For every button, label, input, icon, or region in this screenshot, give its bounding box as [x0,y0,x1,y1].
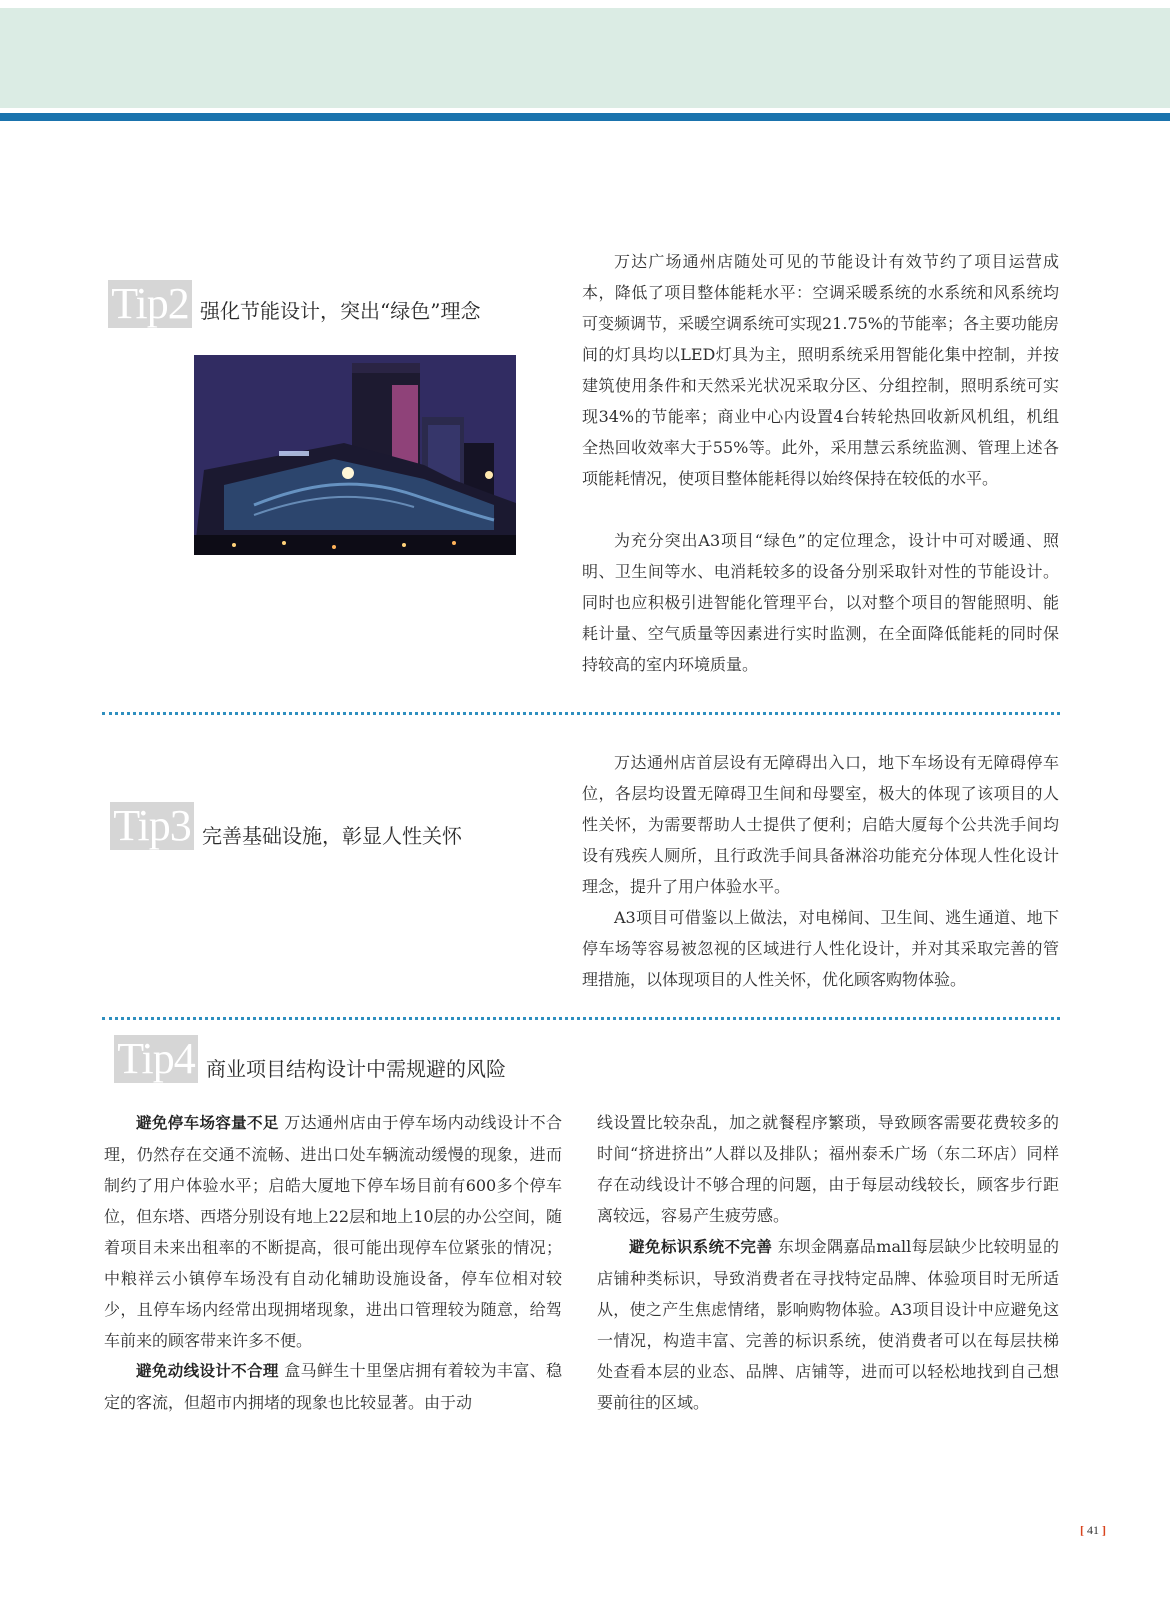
tip2-paragraph-2: 为充分突出A3项目“绿色”的定位理念，设计中可对暖通、照明、卫生间等水、电消耗较多的设备分别采取针对性的节能设计。同时也应积极引进智能化管理平台，以对整个项目的智能照明、能耗计量、空气质量等因素进行实时监测，在全面降低能耗的同时保持较高的室内环境质量。 [582,531,1059,674]
page-number: [ 41 ] [1080,1523,1106,1537]
tip3-paragraph-1: 万达通州店首层设有无障碍出入口，地下车场设有无障碍停车位，各层均设置无障碍卫生间和母婴室，极大的体现了该项目的人性关怀，为需要帮助人士提供了便利；启皓大厦每个公共洗手间均设有残疾人厕所，且行政洗手间具备淋浴功能充分体现人性化设计理念，提升了用户体验水平。 [582,753,1059,896]
tip4-right-paragraph-1: 线设置比较杂乱，加之就餐程序繁琐，导致顾客需要花费较多的时间“挤进挤出”人群以及排队；福州泰禾广场（东二环店）同样存在动线设计不够合理的问题，由于每层动线较长，顾客步行距离较远，容易产生疲劳感。 [597,1113,1059,1225]
tip4-right-paragraph-2 [597,1231,1059,1418]
tip2-paragraph-1: 万达广场通州店随处可见的节能设计有效节约了项目运营成本，降低了项目整体能耗水平：空调采暖系统的水系统和风系统均可变频调节，采暖空调系统可实现21.75%的节能率；各主要功能房间的灯具均以LED灯具为主，照明系统采用智能化集中控制，并按建筑使用条件和天然采光状况采取分区、分组控制，照明系统可实现34%的节能率；商业中心内设置4台转轮热回收新风机组，机组全热回收效率大于55%等。此外，采用慧云系统监测、管理上述各项能耗情况，使项目整体能耗得以始终保持在较低的水平。 [582,252,1060,488]
tip3-title: 完善基础设施，彰显人性关怀 [202,824,462,848]
tip4-left-paragraph-2 [104,1355,562,1418]
tip4-badge: Tip4 [114,1035,198,1083]
signage-body: 东坝金隅嘉品mall每层缺少比较明显的店铺种类标识，导致消费者在寻找特定品牌、体验项目时无所适从，使之产生焦虑情绪，影响购物体验。A3项目设计中应避免这一情况，构造丰富、完善的标识系统，使消费者可以在每层扶梯处查看本层的业态、品牌、店铺等，进而可以轻松地找到自己想要前往的区域。 [597,1237,1059,1412]
header-band [0,8,1170,108]
tip2-title: 强化节能设计，突出“绿色”理念 [200,299,481,323]
page-number-value: 41 [1087,1523,1099,1537]
signage-heading: 避免标识系统不完善 [629,1238,773,1256]
tip4-title: 商业项目结构设计中需规避的风险 [206,1057,506,1081]
tip3-badge: Tip3 [110,802,194,850]
circulation-body: 盒马鲜生十里堡店拥有着较为丰富、稳定的客流，但超市内拥堵的现象也比较显著。由于动 [104,1361,562,1412]
tip4-left-paragraph-1 [104,1107,562,1356]
circulation-heading: 避免动线设计不合理 [136,1362,279,1380]
tip3-paragraph-2: A3项目可借鉴以上做法，对电梯间、卫生间、逃生通道、地下停车场等容易被忽视的区域进行人性化设计，并对其采取完善的管理措施，以体现项目的人性关怀，优化顾客购物体验。 [582,908,1059,989]
parking-capacity-body: 万达通州店由于停车场内动线设计不合理，仍然存在交通不流畅、进出口处车辆流动缓慢的现象，进而制约了用户体验水平；启皓大厦地下停车场目前有600多个停车位，但东塔、西塔分别设有地上22层和地上10层的办公空间，随着项目未来出租率的不断提高，很可能出现停车位紧张的情况；中粮祥云小镇停车场没有自动化辅助设施设备，停车位相对较少，且停车场内经常出现拥堵现象，进出口管理较为随意，给驾车前来的顾客带来许多不便。 [104,1113,562,1350]
wanda-plaza-night-photo [194,355,516,555]
section-divider-2 [102,1017,1060,1020]
section-divider-1 [102,712,1060,715]
tip2-badge: Tip2 [108,280,192,328]
header-rule [0,113,1170,121]
parking-capacity-heading: 避免停车场容量不足 [136,1114,279,1132]
